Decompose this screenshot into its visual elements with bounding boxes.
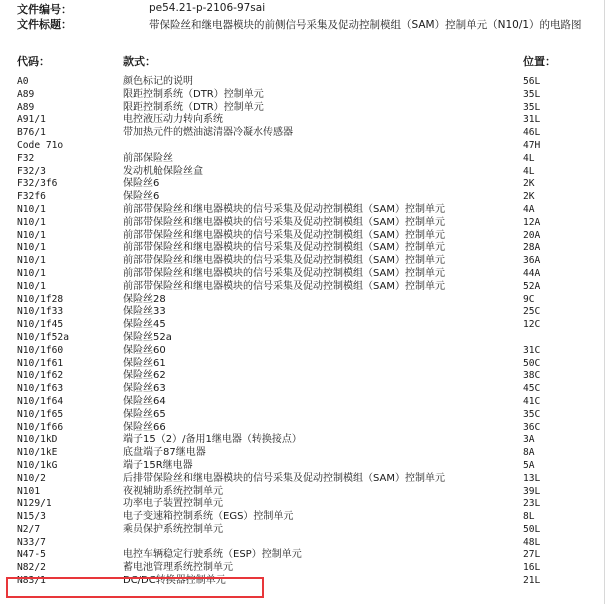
row-position: 13L [523,472,541,484]
column-header-code: 代码： [17,55,50,68]
table-row [0,140,608,153]
row-code: N101 [17,485,41,497]
row-description: 限距控制系统（DTR）控制单元 [123,88,264,100]
row-code: N10/1f33 [17,306,64,318]
row-position: 27L [523,549,541,561]
row-position: 4A [523,203,535,215]
row-description: 限距控制系统（DTR）控制单元 [123,101,264,113]
row-position: 44A [523,267,541,279]
file-number-label: 文件编号： [17,3,72,16]
table-row [0,447,608,460]
row-code: N10/1f62 [17,370,64,382]
table-row [0,524,608,537]
row-description: 保险丝45 [123,319,166,331]
row-description: 夜视辅助系统控制单元 [123,485,223,497]
table-row [0,255,608,268]
table-row [0,511,608,524]
row-code: N10/1f28 [17,293,64,305]
row-position: 16L [523,562,541,574]
row-description: 前部带保险丝和继电器模块的信号采集及促动控制模组（SAM）控制单元 [123,267,446,279]
row-code: N10/1f63 [17,383,64,395]
table-row [0,370,608,383]
row-code: N33/7 [17,536,46,548]
row-code: A0 [17,76,29,87]
row-description: 保险丝33 [123,306,166,318]
row-position: 9C [523,293,535,305]
row-code: N10/1 [17,267,46,279]
row-position: 36C [523,421,541,433]
row-description: 颜色标记的说明 [123,76,193,87]
row-description: 前部带保险丝和继电器模块的信号采集及促动控制模组（SAM）控制单元 [123,255,446,267]
row-position: 12C [523,319,541,331]
row-description: 保险丝65 [123,408,166,420]
row-description: 前部带保险丝和继电器模块的信号采集及促动控制模组（SAM）控制单元 [123,242,446,254]
row-position: 12A [523,216,541,228]
row-position: 2K [523,178,535,190]
column-header-position: 位置： [523,55,556,68]
table-row [0,345,608,358]
row-description: 保险丝6 [123,191,160,203]
row-description: 前部带保险丝和继电器模块的信号采集及促动控制模组（SAM）控制单元 [123,203,446,215]
table-row [0,178,608,191]
table-row [0,294,608,307]
row-code: N10/1 [17,280,46,292]
row-description: 保险丝62 [123,370,166,382]
row-code: A89 [17,101,35,113]
row-description: 发动机舱保险丝盒 [123,165,203,177]
row-position: 39L [523,485,541,497]
table-row [0,434,608,447]
table-row [0,127,608,140]
row-code: N10/1kE [17,447,58,459]
row-code: N47-5 [17,549,46,561]
table-row [0,153,608,166]
component-table [0,76,608,588]
table-row [0,191,608,204]
row-position: 35L [523,88,541,100]
row-position: 4L [523,165,535,177]
table-row [0,537,608,550]
row-description: 端子15（2）/备用1继电器（转换接点） [123,434,302,446]
row-description: 后排带保险丝和继电器模块的信号采集及促动控制模组（SAM）控制单元 [123,472,446,484]
row-description: 带加热元件的燃油滤清器冷凝水传感器 [123,127,293,139]
row-description: 保险丝60 [123,344,166,356]
row-description: 保险丝63 [123,383,166,395]
table-row [0,268,608,281]
row-code: F32/3f6 [17,178,58,190]
row-code: N10/1 [17,242,46,254]
row-code: N10/1f66 [17,421,64,433]
row-code: N10/1f65 [17,408,64,420]
row-position: 31C [523,344,541,356]
row-code: N10/1 [17,203,46,215]
row-code: N10/1kG [17,459,58,471]
table-row [0,230,608,243]
row-code: N83/1 [17,575,46,587]
row-description: 保险丝52a [123,331,172,343]
row-position: 20A [523,229,541,241]
table-row [0,204,608,217]
table-row [0,409,608,422]
row-description: 底盘端子87继电器 [123,447,206,459]
table-row [0,383,608,396]
row-code: A89 [17,88,35,100]
row-position: 52A [523,280,541,292]
row-description: 保险丝28 [123,293,166,305]
row-description: 端子15R继电器 [123,459,193,471]
table-row [0,319,608,332]
row-description: 保险丝6 [123,178,160,190]
row-code: N10/1f60 [17,344,64,356]
table-row [0,498,608,511]
row-position: 45C [523,383,541,395]
row-position: 8L [523,511,535,523]
row-position: 47H [523,139,541,151]
row-position: 5A [523,459,535,471]
row-code: N129/1 [17,498,52,510]
table-row [0,217,608,230]
table-row [0,358,608,371]
row-description: 电子变速箱控制系统（EGS）控制单元 [123,511,294,523]
row-code: N10/1 [17,229,46,241]
row-description: 保险丝66 [123,421,166,433]
row-position: 28A [523,242,541,254]
table-row [0,306,608,319]
row-description: 前部带保险丝和继电器模块的信号采集及促动控制模组（SAM）控制单元 [123,229,446,241]
row-position: 35C [523,408,541,420]
row-description: 前部带保险丝和继电器模块的信号采集及促动控制模组（SAM）控制单元 [123,280,446,292]
highlight-box [6,577,264,598]
file-title-value: 带保险丝和继电器模块的前侧信号采集及促动控制模组（SAM）控制单元（N10/1）的电路图 [149,19,582,31]
row-description: 保险丝61 [123,357,166,369]
row-position: 3A [523,434,535,446]
row-code: N10/2 [17,472,46,484]
row-code: N15/3 [17,511,46,523]
row-position: 21L [523,575,541,587]
row-code: F32 [17,152,35,164]
table-row [0,460,608,473]
row-code: B76/1 [17,127,46,139]
table-row [0,549,608,562]
row-code: N10/1f45 [17,319,64,331]
row-description: 功率电子装置控制单元 [123,498,223,510]
row-description: 电控车辆稳定行驶系统（ESP）控制单元 [123,549,302,561]
row-description: 蓄电池管理系统控制单元 [123,562,233,574]
column-header-item: 款式： [123,55,156,68]
row-position: 25C [523,306,541,318]
row-code: N10/1kD [17,434,58,446]
row-position: 50C [523,357,541,369]
row-position: 56L [523,76,541,87]
row-position: 23L [523,498,541,510]
row-code: N10/1f64 [17,395,64,407]
table-row [0,562,608,575]
row-position: 50L [523,523,541,535]
row-code: A91/1 [17,114,46,126]
table-row [0,114,608,127]
row-description: 前部带保险丝和继电器模块的信号采集及促动控制模组（SAM）控制单元 [123,216,446,228]
row-position: 35L [523,101,541,113]
row-code: N10/1 [17,255,46,267]
row-code: F32/3 [17,165,46,177]
table-row [0,281,608,294]
table-row [0,332,608,345]
table-row [0,102,608,115]
row-position: 48L [523,536,541,548]
table-row [0,166,608,179]
row-position: 31L [523,114,541,126]
row-position: 38C [523,370,541,382]
row-description: 保险丝64 [123,395,166,407]
right-border [604,0,605,604]
row-code: N82/2 [17,562,46,574]
row-position: 2K [523,191,535,203]
row-description: 乘员保护系统控制单元 [123,523,223,535]
table-row [0,396,608,409]
row-code: N2/7 [17,523,41,535]
table-row [0,242,608,255]
row-code: N10/1f52a [17,331,69,343]
table-row [0,486,608,499]
row-code: F32f6 [17,191,46,203]
row-code: N10/1 [17,216,46,228]
row-position: 41C [523,395,541,407]
table-row [0,422,608,435]
table-row [0,76,608,89]
row-position: 8A [523,447,535,459]
row-description: DC/DC转换器控制单元 [123,575,226,587]
table-row [0,89,608,102]
row-code: N10/1f61 [17,357,64,369]
row-position: 4L [523,152,535,164]
table-row [0,473,608,486]
row-position: 36A [523,255,541,267]
file-number-value: pe54.21-p-2106-97sai [149,2,266,14]
row-description: 电控液压动力转向系统 [123,114,223,126]
row-position: 46L [523,127,541,139]
row-code: Code 71o [17,139,64,151]
row-description: 前部保险丝 [123,152,173,164]
file-title-label: 文件标题： [17,18,72,31]
